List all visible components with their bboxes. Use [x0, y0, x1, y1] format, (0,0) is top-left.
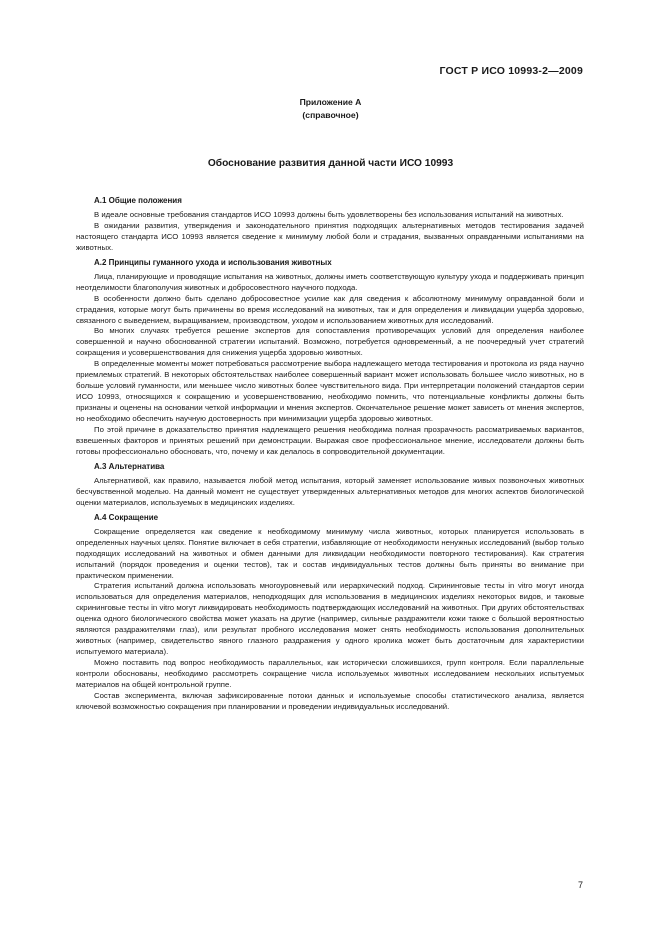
document-body [76, 192, 584, 713]
paragraph: Можно поставить под вопрос необходимость параллельных, как исторически сложившихся, групп контроля. Если параллельные контроли обоснованы, необходимо рассмотреть сокращение числа используемых животных исследованием нескольких испытуемых материалов на общей контрольной группе. [76, 658, 584, 690]
section-heading: А.2 Принципы гуманного ухода и использования животных [94, 257, 332, 267]
paragraph: По этой причине в доказательство принятия надлежащего решения необходима полная прозрачность рассматриваемых вариантов, взвешенных факторов и принятых решений при демонстрации. Выражая свое профессиональное мнение, исследователи должны быть готовы профессионально обосновать, что, почему и как делалось в сопроводительной документации. [76, 425, 584, 456]
paragraph: Стратегия испытаний должна использовать многоуровневый или иерархический подход. Скрининговые тесты in vitro могут иногда использоваться для определения материалов, неподходящих для использования в медицинских изделиях некоторых видов, и таковые скрининговые тесты in vitro могут ликвидировать необходимость подтверждающих исследований на животных. При других обстоятельствах оценка одного биологического свойства может указать на другие (например, сильные раздражители кожи также с большой вероятностью являются раздражителями глаз), или результат пробного исследования может снять необходимость использования дополнительных животных (например, свидетельство явного глазного раздражения у одного кролика может быть достаточным для характеристики испытуемого материала). [76, 581, 584, 657]
section-heading: А.4 Сокращение [94, 512, 159, 522]
paragraph: В идеале основные требования стандартов ИСО 10993 должны быть удовлетворены без использования испытаний на животных. [94, 209, 564, 219]
annex-heading [0, 96, 661, 122]
standard-designation: ГОСТ Р ИСО 10993-2—2009 [439, 65, 583, 77]
section-heading: А.1 Общие положения [94, 196, 182, 205]
page-number: 7 [577, 880, 583, 890]
paragraph: В определенные моменты может потребоваться рассмотрение выбора надлежащего метода тестирования и протокола из ряда научно приемлемых стратегий. В некоторых обстоятельствах наиболее совершенный вариант может использовать большее число животных, но в больше условий гуманности, или меньшее число животных более чувствительного вида. При интерпретации положений стандартов серии ИСО 10993, относящихся к сокращению и усовершенствованию, необходимо помнить, что потенциальные конфликты должны быть признаны и оценены на основании четкой информации и мнения экспертов. Окончательное решение может зависеть от мнения экспертов, но необходимо обеспечить научную достоверность при минимизации ущерба здоровью животных. [76, 359, 584, 424]
paragraph: Состав эксперимента, включая зафиксированные потоки данных и используемые способы статистического анализа, является ключевой возможностью сокращения при планировании и проведении индивидуальных исследований. [76, 690, 584, 711]
section-heading: А.3 Альтернатива [94, 461, 165, 471]
paragraph: Альтернативой, как правило, называется любой метод испытания, который заменяет использование живых позвоночных животных бесчувственной моделью. На данный момент не существует утвержденных альтернативных методов для многих аспектов биологической оценки материалов, используемых в медицинских изделиях. [76, 475, 584, 507]
paragraph: В ожидании развития, утверждения и законодательного принятия подходящих альтернативных методов тестирования задачей настоящего стандарта ИСО 10993 является сведение к минимуму любой боли и страдания, вызванных оправданными испытаниями на животных. [76, 220, 584, 252]
paragraph: Во многих случаях требуется решение экспертов для сопоставления противоречащих условий для определения наиболее совершенной и научно обоснованной стратегии испытаний. Возможно, потребуется одновременный, а не поочередный учет стратегий сокращения и усовершенствования для снижения ущерба здоровью животных. [76, 326, 584, 358]
annex-note: (справочное) [302, 110, 359, 120]
paragraph: Сокращение определяется как сведение к необходимому минимуму числа животных, которых планируется использовать в определенных научных целях. Понятие включает в себя стратегии, избавляющие от необходимости ненужных исследований (выбор только подходящих исследований на животных и обмен данными для ликвидации необходимости повторного тестирования). Как стратегия испытаний (порядок проведения и оценки тестов), так и состав индивидуальных тестов должны быть приняты во внимание при практическом применении. [76, 526, 584, 580]
document-title: Обоснование развития данной части ИСО 10993 [207, 158, 454, 169]
paragraph: Лица, планирующие и проводящие испытания на животных, должны иметь соответствующую культуру ухода и поддерживать принцип неотделимости благополучия животных и добросовестного научного подхода. [76, 271, 584, 292]
paragraph: В особенности должно быть сделано добросовестное усилие как для сведения к абсолютному минимуму оправданной боли и страдания, которые могут быть причинены во время исследований на животных, так и для определения и ликвидации ущерба здоровью, связанного с выведением, выращиванием, производством, уходом и использованием животных для исследований. [76, 293, 584, 325]
annex-title: Приложение А [299, 97, 362, 107]
